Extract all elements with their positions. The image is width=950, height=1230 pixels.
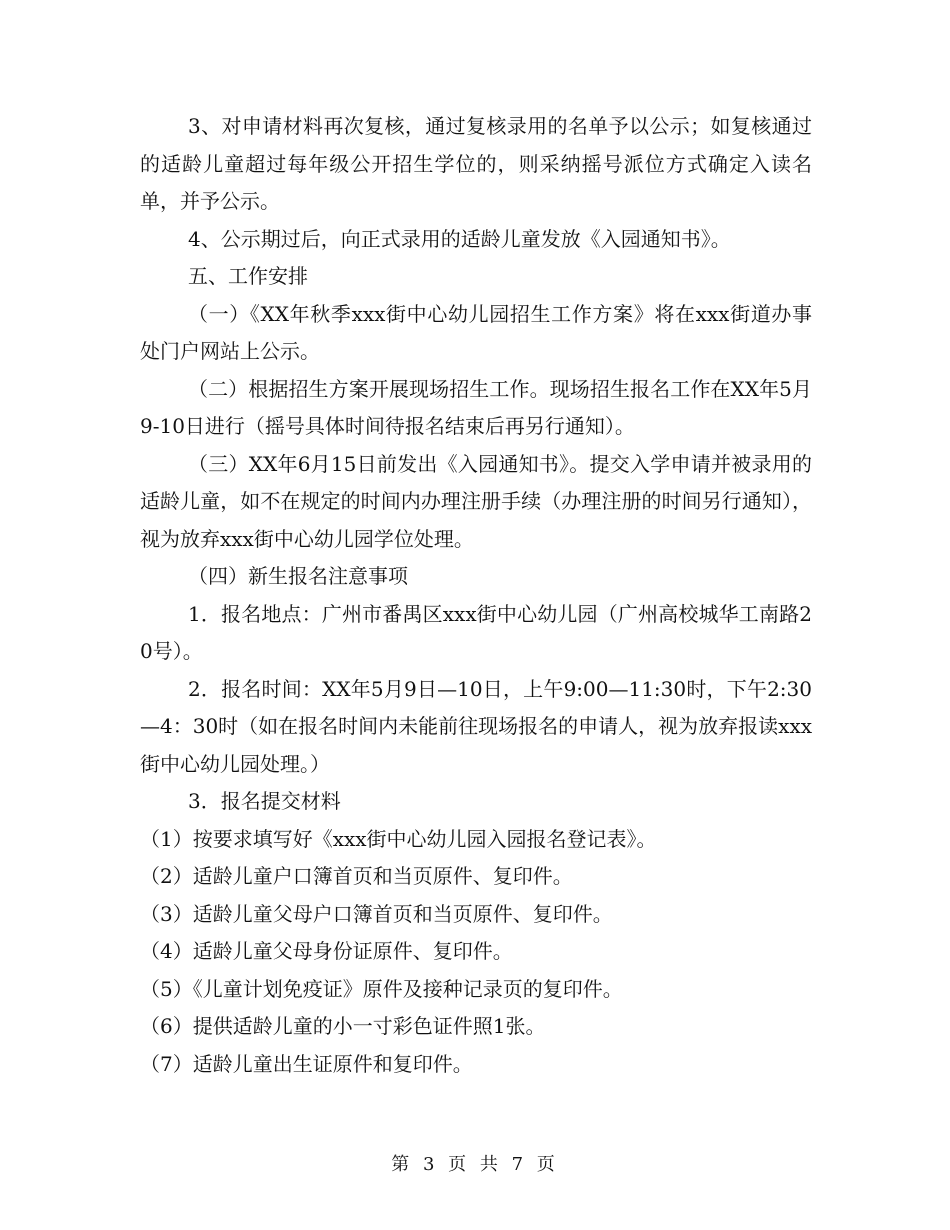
paragraph-notice: 4、公示期过后，向正式录用的适龄儿童发放《入园通知书》。 bbox=[188, 226, 731, 251]
paragraph-materials-heading: 3．报名提交材料 bbox=[188, 789, 341, 813]
paragraph-review: 3、对申请材料再次复核，通过复核录用的名单予以公示；如复核通过的适龄儿童超过每年级公开招生学位的，则采纳摇号派位方式确定入读名单，并予公示。 bbox=[140, 114, 812, 213]
material-item: （6）提供适龄儿童的小一寸彩色证件照1张。 bbox=[140, 1014, 546, 1038]
material-item: （1）按要求填写好《xxx街中心幼儿园入园报名登记表》。 bbox=[140, 826, 657, 851]
paragraph-item-1: （一）《XX年秋季xxx街中心幼儿园招生工作方案》将在xxx街道办事处门户网站上公示。 bbox=[140, 301, 812, 363]
page-number-footer: 第 3 页 共 7 页 bbox=[391, 1154, 559, 1175]
material-item: （3）适龄儿童父母户口簿首页和当页原件、复印件。 bbox=[140, 901, 613, 926]
material-item: （2）适龄儿童户口簿首页和当页原件、复印件。 bbox=[140, 864, 573, 888]
paragraph-registration-time: 2．报名时间：XX年5月9日—10日，上午9:00—11:30时，下午2:30—4：30时（如在报名时间内未能前往现场报名的申请人，视为放弃报读xxx街中心幼儿园处理。） bbox=[140, 676, 813, 776]
material-item: （4）适龄儿童父母身份证原件、复印件。 bbox=[140, 939, 513, 963]
paragraph-item-2: （二）根据招生方案开展现场招生工作。现场招生报名工作在XX年5月9-10日进行（摇号具体时间待报名结束后再另行通知）。 bbox=[140, 376, 812, 438]
material-item: （7）适龄儿童出生证原件和复印件。 bbox=[140, 1051, 473, 1076]
section-heading-work-arrangement: 五、工作安排 bbox=[188, 264, 308, 288]
paragraph-item-4-heading: （四）新生报名注意事项 bbox=[188, 564, 408, 588]
paragraph-registration-location: 1．报名地点：广州市番禺区xxx街中心幼儿园（广州高校城华工南路20号）。 bbox=[140, 601, 812, 663]
paragraph-item-3: （三）XX年6月15日前发出《入园通知书》。提交入学申请并被录用的适龄儿童，如不在规定的时间内办理注册手续（办理注册的时间另行通知），视为放弃xxx街中心幼儿园学位处理。 bbox=[140, 451, 812, 551]
material-item: （5）《儿童计划免疫证》原件及接种记录页的复印件。 bbox=[140, 976, 623, 1001]
document-body bbox=[140, 108, 812, 1083]
